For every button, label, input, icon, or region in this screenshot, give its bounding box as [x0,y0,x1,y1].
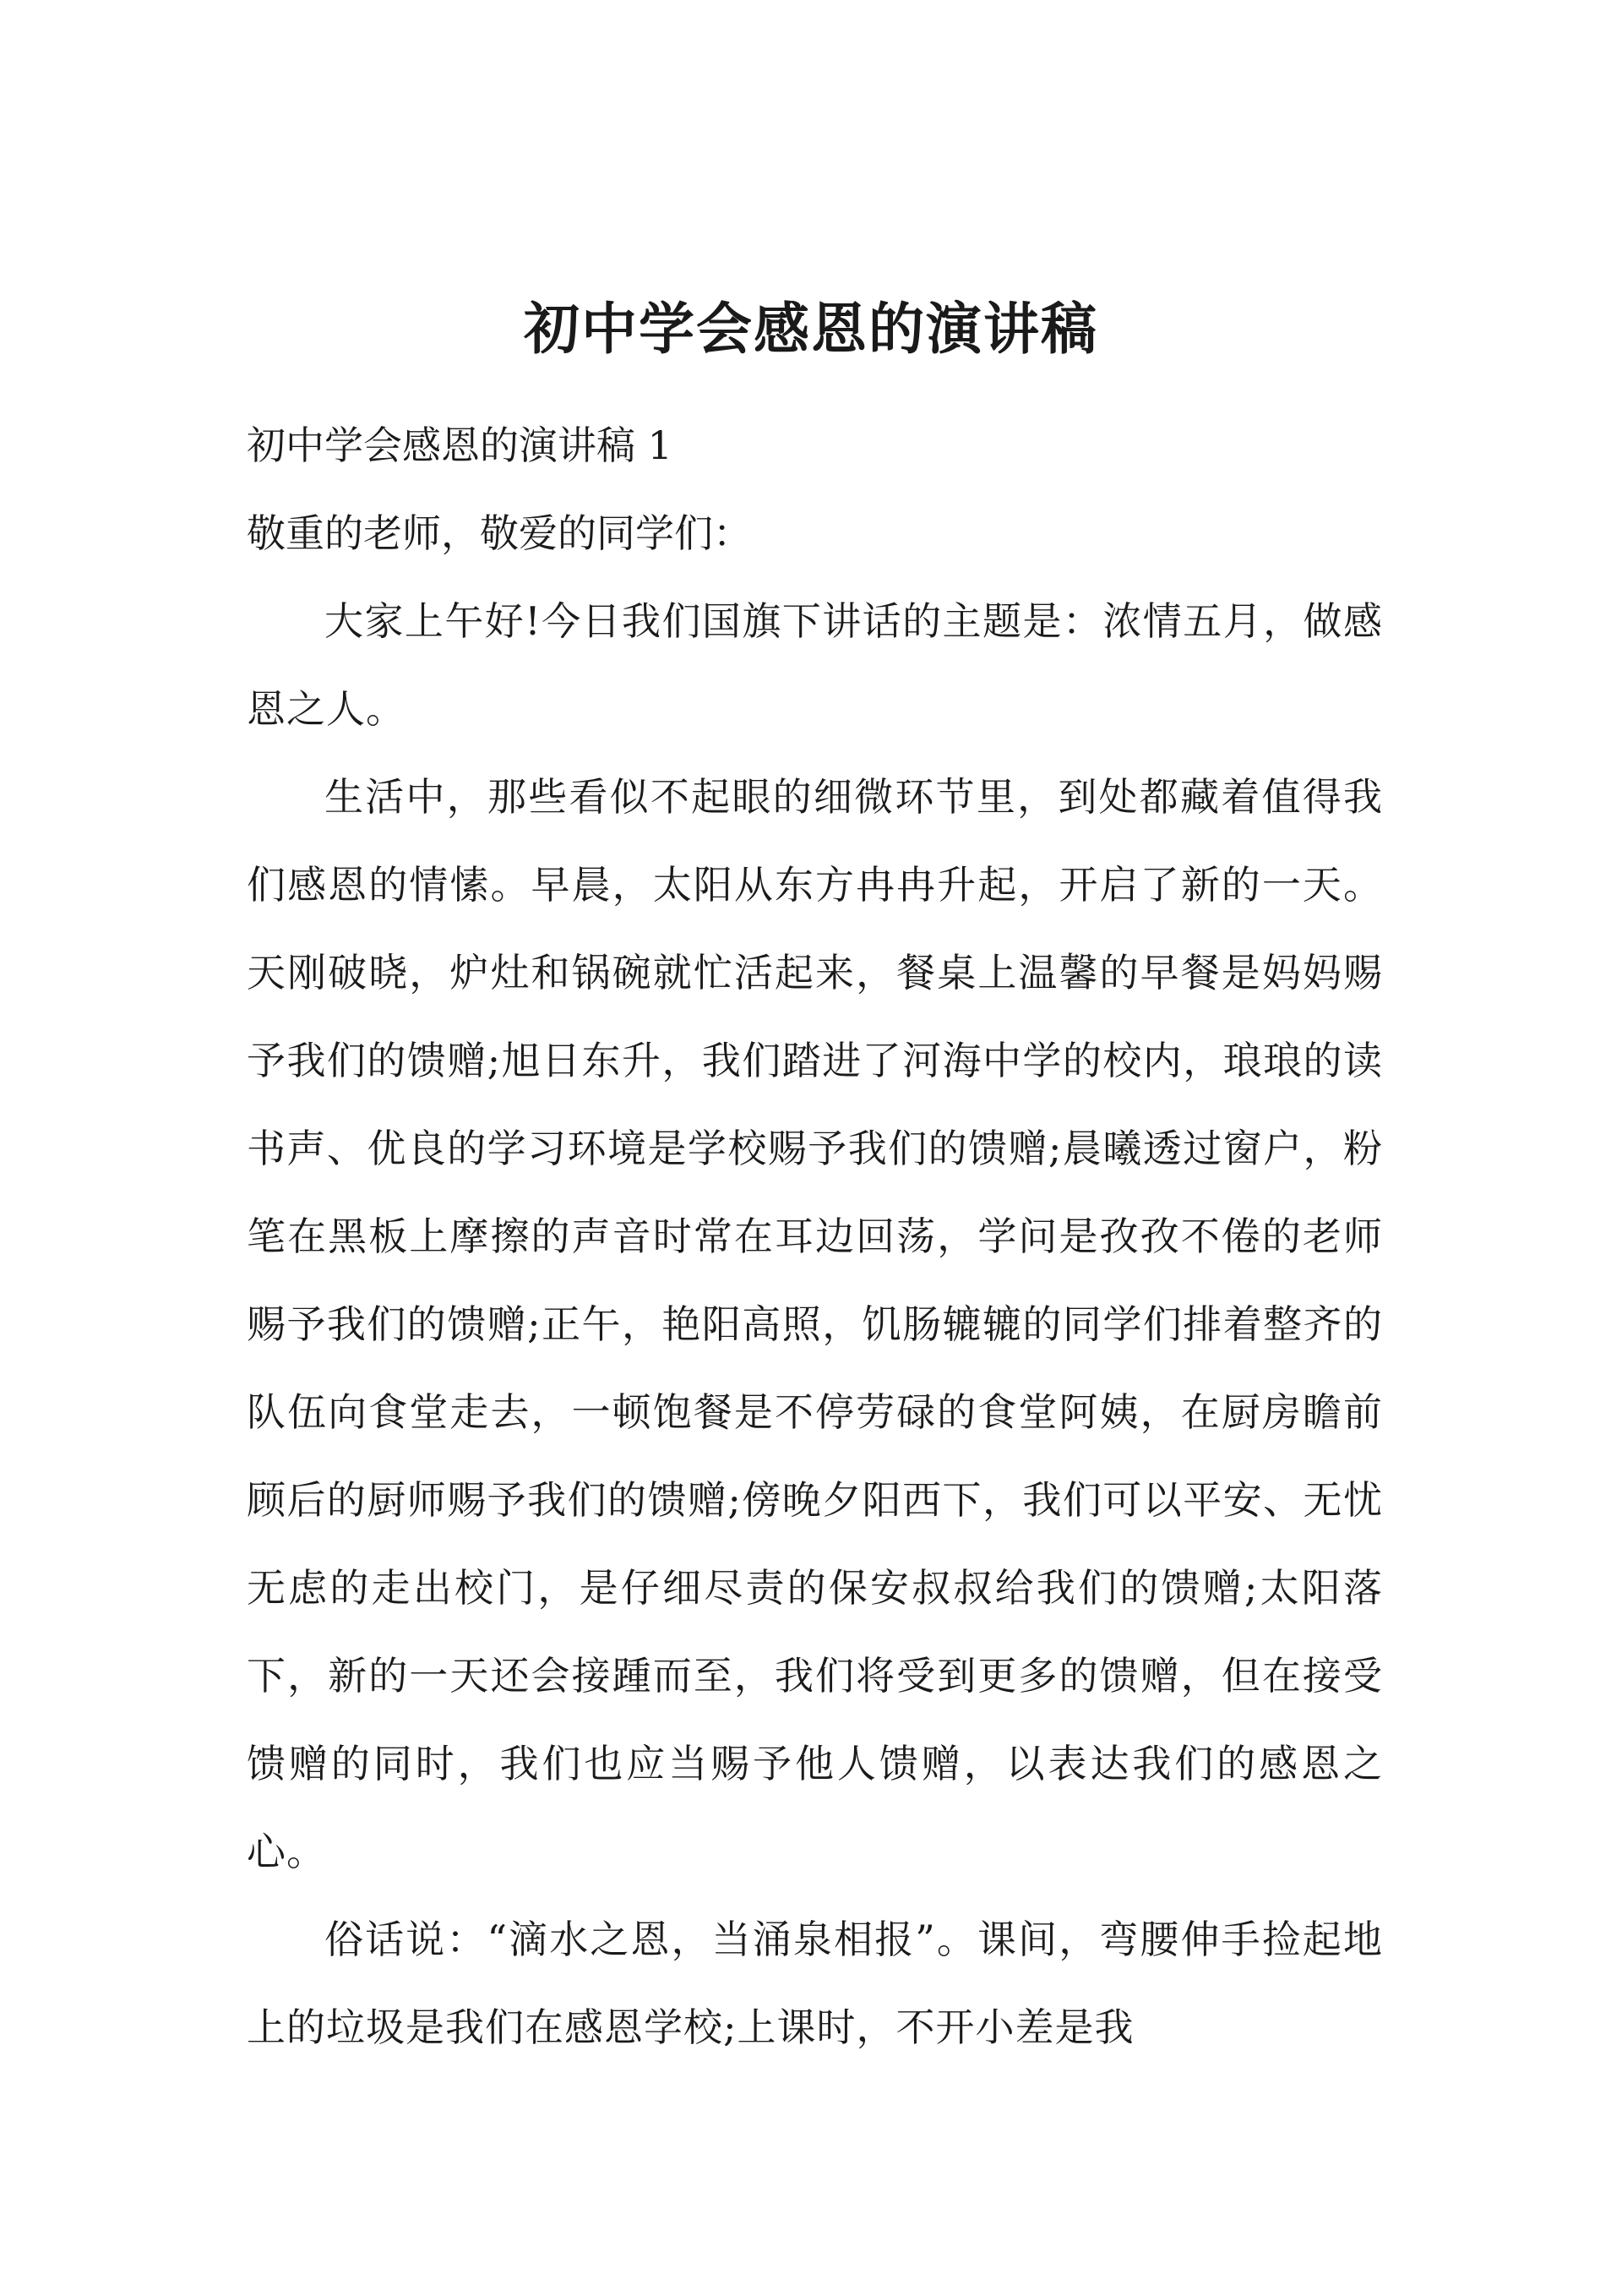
document-body [247,401,1383,2071]
section-heading: 初中学会感恩的演讲稿 1 [247,423,672,468]
paragraph-greeting: 大家上午好!今日我们国旗下讲话的主题是：浓情五月，做感恩之人。 [247,598,1383,732]
paragraph-proverb: 俗话说：“滴水之恩，当涌泉相报”。课间，弯腰伸手捡起地上的垃圾是我们在感恩学校;上课时，不开小差是我 [247,1917,1383,2050]
document-title: 初中学会感恩的演讲稿 [524,296,1098,363]
salutation: 敬重的老师，敬爱的同学们： [247,510,752,556]
paragraph-life: 生活中，那些看似不起眼的细微环节里，到处都藏着值得我们感恩的情愫。早晨，太阳从东方冉冉升起，开启了新的一天。天刚破晓，炉灶和锅碗就忙活起来，餐桌上温馨的早餐是妈妈赐予我们的馈赠;旭日东升，我们踏进了河海中学的校内，琅琅的读书声、优良的学习环境是学校赐予我们的馈赠;晨曦透过窗户，粉笔在黑板上摩擦的声音时常在耳边回荡，学问是孜孜不倦的老师赐予我们的馈赠;正午，艳阳高照，饥肠辘辘的同学们排着整齐的队伍向食堂走去，一顿饱餐是不停劳碌的食堂阿姨，在厨房瞻前顾后的厨师赐予我们的馈赠;傍晚夕阳西下，我们可以平安、无忧无虑的走出校门，是仔细尽责的保安叔叔给我们的馈赠;太阳落下，新的一天还会接踵而至，我们将受到更多的馈赠，但在接受馈赠的同时，我们也应当赐予他人馈赠，以表达我们的感恩之心。 [247,774,1383,1874]
